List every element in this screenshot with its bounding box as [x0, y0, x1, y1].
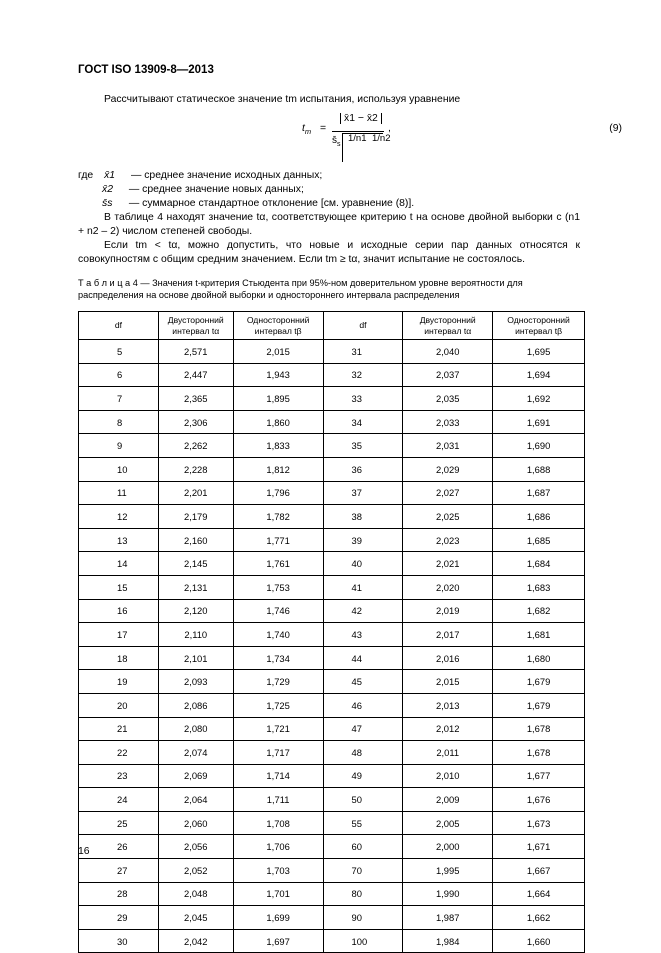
table-cell: 1,678 — [493, 741, 585, 765]
table-cell: 16 — [79, 599, 159, 623]
table-row — [79, 575, 585, 599]
table-cell: 2,033 — [403, 410, 493, 434]
table-cell: 2,042 — [158, 929, 233, 953]
table-cell: 2,015 — [233, 340, 323, 364]
table-row — [79, 670, 585, 694]
table-row — [79, 693, 585, 717]
table-cell: 1,833 — [233, 434, 323, 458]
table-cell: 2,447 — [158, 363, 233, 387]
table-cell: 2,056 — [158, 835, 233, 859]
table-cell: 1,667 — [493, 859, 585, 883]
table-cell: 2,052 — [158, 859, 233, 883]
table-cell: 1,680 — [493, 646, 585, 670]
table-cell: 60 — [323, 835, 403, 859]
equation-9 — [300, 113, 622, 165]
table-cell: 14 — [79, 552, 159, 576]
table-cell: 1,729 — [233, 670, 323, 694]
page-number: 16 — [78, 846, 90, 857]
table-cell: 1,679 — [493, 693, 585, 717]
table-cell: 1,987 — [403, 906, 493, 930]
table-cell: 1,860 — [233, 410, 323, 434]
table-cell: 23 — [79, 764, 159, 788]
table-cell: 1,692 — [493, 387, 585, 411]
column-header: df — [79, 312, 159, 340]
table-cell: 2,031 — [403, 434, 493, 458]
table-cell: 1,687 — [493, 481, 585, 505]
table-cell: 33 — [323, 387, 403, 411]
table-cell: 1,895 — [233, 387, 323, 411]
table-cell: 1,706 — [233, 835, 323, 859]
equation-number: (9) — [609, 123, 622, 134]
column-header: df — [323, 312, 403, 340]
table-row — [79, 434, 585, 458]
table-cell: 2,015 — [403, 670, 493, 694]
column-header: Односторонний интервал tβ — [233, 312, 323, 340]
table-cell: 1,686 — [493, 505, 585, 529]
column-header: Односторонний интервал tβ — [493, 312, 585, 340]
table-cell: 2,011 — [403, 741, 493, 765]
table-cell: 1,688 — [493, 457, 585, 481]
definition-row — [78, 170, 322, 181]
table-cell: 1,711 — [233, 788, 323, 812]
table-row — [79, 717, 585, 741]
table-cell: 2,005 — [403, 811, 493, 835]
table-cell: 34 — [323, 410, 403, 434]
table-cell: 15 — [79, 575, 159, 599]
table-cell: 7 — [79, 387, 159, 411]
table-cell: 1,681 — [493, 623, 585, 647]
table-cell: 1,699 — [233, 906, 323, 930]
table-cell: 20 — [79, 693, 159, 717]
table-cell: 2,306 — [158, 410, 233, 434]
table-cell: 27 — [79, 859, 159, 883]
table-row — [79, 528, 585, 552]
definition-row — [102, 198, 414, 209]
table-cell: 13 — [79, 528, 159, 552]
table-cell: 2,228 — [158, 457, 233, 481]
table-cell: 1,695 — [493, 340, 585, 364]
student-t-table — [78, 311, 585, 953]
table-cell: 1,673 — [493, 811, 585, 835]
table-row — [79, 505, 585, 529]
equation-denominator-s: $s̄_s$ — [332, 135, 341, 148]
equation-lhs: $t_m$ — [302, 123, 312, 137]
table-cell: 1,671 — [493, 835, 585, 859]
table-cell: 1,984 — [403, 929, 493, 953]
table-cell: 2,048 — [158, 882, 233, 906]
table-cell: 2,010 — [403, 764, 493, 788]
table-cell: 1,753 — [233, 575, 323, 599]
definition-symbol: x̄1 — [104, 170, 116, 181]
table-cell: 55 — [323, 811, 403, 835]
table-cell: 35 — [323, 434, 403, 458]
table-cell: 40 — [323, 552, 403, 576]
table-cell: 11 — [79, 481, 159, 505]
table-cell: 17 — [79, 623, 159, 647]
table-cell: 2,023 — [403, 528, 493, 552]
table-cell: 1,683 — [493, 575, 585, 599]
table-cell: 2,110 — [158, 623, 233, 647]
table-row — [79, 387, 585, 411]
table-cell: 22 — [79, 741, 159, 765]
table-cell: 1,660 — [493, 929, 585, 953]
table-cell: 1,676 — [493, 788, 585, 812]
table-cell: 1,664 — [493, 882, 585, 906]
table-row — [79, 457, 585, 481]
definition-text: — суммарное стандартное отклонение [см. уравнение (8)]. — [128, 198, 415, 209]
table-cell: 2,160 — [158, 528, 233, 552]
table-cell: 38 — [323, 505, 403, 529]
table-cell: 2,064 — [158, 788, 233, 812]
table-cell: 2,037 — [403, 363, 493, 387]
table-cell: 1,746 — [233, 599, 323, 623]
table-cell: 1,697 — [233, 929, 323, 953]
table-cell: 1,694 — [493, 363, 585, 387]
table-cell: 39 — [323, 528, 403, 552]
table-cell: 30 — [79, 929, 159, 953]
sqrt-term-2: 1/n2 — [372, 133, 391, 144]
table-row — [79, 788, 585, 812]
equation-comma: , — [388, 123, 391, 134]
table-cell: 2,069 — [158, 764, 233, 788]
table-cell: 2,080 — [158, 717, 233, 741]
definition-symbol: x̄2 — [102, 184, 113, 195]
fraction-line — [332, 131, 384, 132]
intro-paragraph: Рассчитывают статическое значение tm испытания, используя уравнение — [104, 94, 461, 105]
table-cell: 37 — [323, 481, 403, 505]
equals-sign: = — [320, 123, 327, 134]
table-cell: 2,365 — [158, 387, 233, 411]
table-row — [79, 552, 585, 576]
table-cell: 1,682 — [493, 599, 585, 623]
table-cell: 1,812 — [233, 457, 323, 481]
table-cell: 2,000 — [403, 835, 493, 859]
table-cell: 1,690 — [493, 434, 585, 458]
table-cell: 2,145 — [158, 552, 233, 576]
table-cell: 1,679 — [493, 670, 585, 694]
table-cell: 19 — [79, 670, 159, 694]
table-row — [79, 859, 585, 883]
table-row — [79, 481, 585, 505]
table-cell: 10 — [79, 457, 159, 481]
table-row — [79, 646, 585, 670]
table-cell: 1,684 — [493, 552, 585, 576]
table-cell: 45 — [323, 670, 403, 694]
table-cell: 2,035 — [403, 387, 493, 411]
table-cell: 80 — [323, 882, 403, 906]
table-cell: 2,013 — [403, 693, 493, 717]
table-row — [79, 741, 585, 765]
table-cell: 1,990 — [403, 882, 493, 906]
table-cell: 2,016 — [403, 646, 493, 670]
table-cell: 2,262 — [158, 434, 233, 458]
table-cell: 43 — [323, 623, 403, 647]
table-cell: 1,721 — [233, 717, 323, 741]
conclusion-paragraph: Если tm < tα, можно допустить, что новые и исходные серии пар данных относятся к совокупностям с общим средним значением. Если tm ≥ tα, значит испытание не состоялось. — [78, 240, 580, 265]
table-row — [79, 410, 585, 434]
table-cell: 1,782 — [233, 505, 323, 529]
table-cell: 2,027 — [403, 481, 493, 505]
table-cell: 49 — [323, 764, 403, 788]
table-cell: 1,708 — [233, 811, 323, 835]
table-cell: 2,040 — [403, 340, 493, 364]
table-cell: 9 — [79, 434, 159, 458]
table-cell: 6 — [79, 363, 159, 387]
table-cell: 32 — [323, 363, 403, 387]
table-cell: 1,943 — [233, 363, 323, 387]
table-cell: 1,761 — [233, 552, 323, 576]
table-cell: 2,020 — [403, 575, 493, 599]
table-cell: 36 — [323, 457, 403, 481]
table-cell: 28 — [79, 882, 159, 906]
table-cell: 2,179 — [158, 505, 233, 529]
where-label: где — [78, 170, 94, 181]
table-cell: 1,662 — [493, 906, 585, 930]
table-cell: 29 — [79, 906, 159, 930]
document-header: ГОСТ ISO 13909-8—2013 — [78, 64, 214, 76]
table-row — [79, 764, 585, 788]
table-cell: 21 — [79, 717, 159, 741]
table-cell: 1,796 — [233, 481, 323, 505]
table-cell: 2,093 — [158, 670, 233, 694]
table-cell: 2,131 — [158, 575, 233, 599]
table-cell: 1,685 — [493, 528, 585, 552]
equation-numerator: x̄1 − x̄2 — [340, 113, 382, 124]
table-cell: 2,060 — [158, 811, 233, 835]
table-header-row — [79, 312, 585, 340]
table-cell: 2,201 — [158, 481, 233, 505]
table-cell: 1,678 — [493, 717, 585, 741]
table-cell: 70 — [323, 859, 403, 883]
table-row — [79, 599, 585, 623]
sqrt-term-1: 1/n1 — [348, 133, 367, 144]
table-cell: 2,101 — [158, 646, 233, 670]
table-row — [79, 906, 585, 930]
table-row — [79, 340, 585, 364]
table-cell: 48 — [323, 741, 403, 765]
table-cell: 42 — [323, 599, 403, 623]
table-cell: 8 — [79, 410, 159, 434]
definition-text: — среднее значение исходных данных; — [130, 170, 323, 181]
table-cell: 26 — [79, 835, 159, 859]
table-row — [79, 623, 585, 647]
table-cell: 2,029 — [403, 457, 493, 481]
column-header: Двусторонний интервал tα — [403, 312, 493, 340]
table-cell: 25 — [79, 811, 159, 835]
table-cell: 2,009 — [403, 788, 493, 812]
table-reference-paragraph: В таблице 4 находят значение tα, соответствующее критерию t на основе двойной выборки с (n1 + n2 – 2) числом степеней свободы. — [78, 212, 580, 237]
table-cell: 1,691 — [493, 410, 585, 434]
table-cell: 1,995 — [403, 859, 493, 883]
table-cell: 47 — [323, 717, 403, 741]
table-cell: 1,771 — [233, 528, 323, 552]
column-header: Двусторонний интервал tα — [158, 312, 233, 340]
table-cell: 1,703 — [233, 859, 323, 883]
table-cell: 41 — [323, 575, 403, 599]
table-cell: 2,025 — [403, 505, 493, 529]
table-cell: 2,120 — [158, 599, 233, 623]
table-cell: 2,017 — [403, 623, 493, 647]
table-cell: 100 — [323, 929, 403, 953]
table-cell: 1,714 — [233, 764, 323, 788]
table-cell: 1,701 — [233, 882, 323, 906]
table-row — [79, 835, 585, 859]
table-cell: 12 — [79, 505, 159, 529]
table-cell: 2,045 — [158, 906, 233, 930]
table-cell: 44 — [323, 646, 403, 670]
table-row — [79, 929, 585, 953]
table-cell: 1,740 — [233, 623, 323, 647]
table-cell: 46 — [323, 693, 403, 717]
table-row — [79, 363, 585, 387]
table-caption: Т а б л и ц а 4 — Значения t-критерия Стьюдента при 95%-ном доверительном уровне вероятности для распределения на основе двойной выборки и одностороннего интервала распределения — [78, 278, 523, 300]
table-row — [79, 811, 585, 835]
definition-text: — среднее значение новых данных; — [128, 184, 304, 195]
definition-row — [102, 184, 304, 195]
table-cell: 2,019 — [403, 599, 493, 623]
table-cell: 50 — [323, 788, 403, 812]
table-row — [79, 882, 585, 906]
table-cell: 18 — [79, 646, 159, 670]
table-cell: 1,734 — [233, 646, 323, 670]
table-cell: 1,725 — [233, 693, 323, 717]
table-cell: 24 — [79, 788, 159, 812]
table-cell: 1,677 — [493, 764, 585, 788]
table-cell: 31 — [323, 340, 403, 364]
table-cell: 90 — [323, 906, 403, 930]
table-cell: 5 — [79, 340, 159, 364]
table-cell: 2,571 — [158, 340, 233, 364]
table-cell: 2,021 — [403, 552, 493, 576]
table-cell: 2,012 — [403, 717, 493, 741]
definition-symbol: s̄s — [102, 198, 113, 209]
table-cell: 2,086 — [158, 693, 233, 717]
table-cell: 2,074 — [158, 741, 233, 765]
table-cell: 1,717 — [233, 741, 323, 765]
